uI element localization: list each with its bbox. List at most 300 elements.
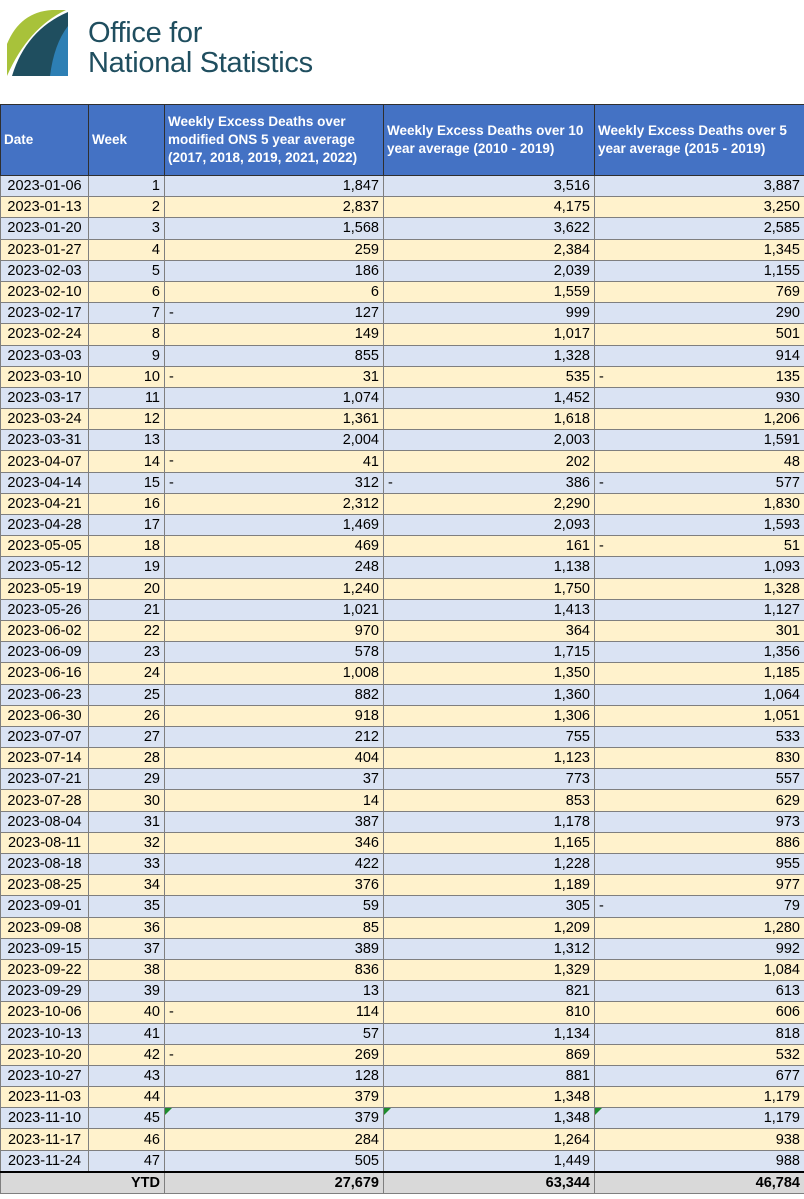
cell-value: 1,064 (763, 686, 800, 703)
cell-date: 2023-06-23 (1, 684, 89, 705)
cell-value: 755 (565, 728, 590, 745)
cell-value: 1,280 (763, 919, 800, 936)
cell-value: 3,622 (553, 220, 590, 237)
cell-value: 955 (775, 856, 800, 873)
cell-week: 45 (89, 1108, 165, 1129)
cell-date: 2023-10-06 (1, 1002, 89, 1023)
cell-date: 2023-06-16 (1, 663, 89, 684)
cell-value: 2,384 (553, 241, 590, 258)
cell-5-year (595, 620, 804, 641)
cell-value: 301 (775, 623, 800, 640)
cell-value: 114 (355, 1004, 379, 1021)
cell-value: 501 (775, 326, 800, 343)
table-row (1, 769, 804, 790)
excess-deaths-table (0, 104, 804, 1194)
cell-10-year (384, 790, 595, 811)
cell-10-year (384, 748, 595, 769)
table-row (1, 1129, 804, 1150)
negative-marker: - (388, 474, 393, 491)
cell-value: 999 (565, 305, 590, 322)
table-row (1, 896, 804, 917)
cell-week: 23 (89, 642, 165, 663)
cell-date: 2023-03-03 (1, 345, 89, 366)
cell-value: 284 (354, 1131, 379, 1148)
cell-value: 881 (565, 1067, 590, 1084)
col-header-10-year-average: Weekly Excess Deaths over 10 year average (2010 - 2019) (384, 105, 595, 176)
cell-date: 2023-06-02 (1, 620, 89, 641)
cell-modified-ons (165, 599, 384, 620)
cell-value: 505 (354, 1152, 379, 1169)
cell-value: 1,618 (553, 411, 590, 428)
cell-week: 43 (89, 1065, 165, 1086)
cell-5-year (595, 705, 804, 726)
cell-value: 1,591 (763, 432, 800, 449)
cell-modified-ons (165, 620, 384, 641)
cell-value: 1,469 (342, 517, 379, 534)
cell-week: 36 (89, 917, 165, 938)
cell-value: 4,175 (553, 199, 590, 216)
cell-value: 2,837 (342, 199, 379, 216)
cell-value: 85 (362, 919, 379, 936)
cell-modified-ons (165, 578, 384, 599)
cell-value: 533 (775, 728, 800, 745)
total-label: YTD (1, 1172, 165, 1194)
cell-value: 1,350 (553, 665, 590, 682)
cell-10-year (384, 1065, 595, 1086)
cell-week: 2 (89, 197, 165, 218)
cell-value: 1,209 (553, 919, 590, 936)
cell-date: 2023-09-29 (1, 981, 89, 1002)
cell-10-year (384, 1129, 595, 1150)
cell-5-year (595, 1150, 804, 1172)
cell-modified-ons (165, 1044, 384, 1065)
cell-value: 1,306 (553, 707, 590, 724)
cell-date: 2023-11-17 (1, 1129, 89, 1150)
cell-value: 886 (775, 834, 800, 851)
cell-5-year (595, 366, 804, 387)
cell-value: 629 (775, 792, 800, 809)
cell-week: 33 (89, 854, 165, 875)
cell-5-year (595, 1065, 804, 1086)
cell-week: 35 (89, 896, 165, 917)
cell-value: 2,039 (553, 262, 590, 279)
cell-5-year (595, 1023, 804, 1044)
cell-10-year (384, 684, 595, 705)
cell-10-year (384, 197, 595, 218)
cell-value: 1,568 (342, 220, 379, 237)
cell-10-year (384, 578, 595, 599)
cell-modified-ons (165, 832, 384, 853)
cell-value: 773 (565, 771, 590, 788)
cell-value: 1,264 (553, 1131, 590, 1148)
cell-5-year (595, 726, 804, 747)
negative-marker: - (169, 305, 174, 322)
cell-date: 2023-08-18 (1, 854, 89, 875)
table-row (1, 1150, 804, 1172)
cell-value: 2,003 (553, 432, 590, 449)
cell-value: 1,240 (342, 580, 379, 597)
cell-date: 2023-01-13 (1, 197, 89, 218)
table-row (1, 176, 804, 197)
cell-value: 1,093 (763, 559, 800, 576)
cell-10-year (384, 663, 595, 684)
cell-10-year (384, 557, 595, 578)
cell-date: 2023-09-01 (1, 896, 89, 917)
cell-modified-ons (165, 176, 384, 197)
cell-5-year (595, 472, 804, 493)
cell-5-year (595, 748, 804, 769)
cell-10-year (384, 493, 595, 514)
cell-modified-ons (165, 1065, 384, 1086)
ons-logo-icon (6, 8, 78, 80)
cell-week: 25 (89, 684, 165, 705)
table-row (1, 1087, 804, 1108)
table-row (1, 324, 804, 345)
cell-modified-ons (165, 790, 384, 811)
cell-date: 2023-07-28 (1, 790, 89, 811)
cell-value: 1,348 (553, 1089, 590, 1106)
cell-value: 1,328 (763, 580, 800, 597)
cell-10-year (384, 451, 595, 472)
cell-week: 16 (89, 493, 165, 514)
cell-week: 46 (89, 1129, 165, 1150)
cell-value: 1,356 (763, 644, 800, 661)
cell-value: 557 (775, 771, 800, 788)
cell-10-year (384, 260, 595, 281)
cell-modified-ons (165, 493, 384, 514)
cell-modified-ons (165, 1087, 384, 1108)
cell-5-year (595, 684, 804, 705)
cell-value: 1,361 (342, 411, 379, 428)
table-row (1, 642, 804, 663)
negative-marker: - (599, 368, 604, 385)
cell-modified-ons (165, 1002, 384, 1023)
col-header-modified-ons-average: Weekly Excess Deaths over modified ONS 5 year average (2017, 2018, 2019, 2021, 2022) (165, 105, 384, 176)
cell-modified-ons (165, 451, 384, 472)
table-row (1, 536, 804, 557)
cell-value: 532 (775, 1046, 800, 1063)
cell-value: 1,559 (553, 284, 590, 301)
ons-logo (6, 8, 326, 80)
cell-date: 2023-07-21 (1, 769, 89, 790)
table-row (1, 620, 804, 641)
cell-5-year (595, 1108, 804, 1129)
total-5-year: 46,784 (595, 1172, 804, 1194)
cell-10-year (384, 896, 595, 917)
cell-date: 2023-02-10 (1, 281, 89, 302)
cell-value: 57 (362, 1025, 379, 1042)
cell-modified-ons (165, 769, 384, 790)
cell-date: 2023-11-03 (1, 1087, 89, 1108)
cell-value: 810 (565, 1004, 590, 1021)
cell-value: 3,250 (763, 199, 800, 216)
cell-week: 18 (89, 536, 165, 557)
cell-week: 7 (89, 303, 165, 324)
cell-value: 977 (775, 877, 800, 894)
cell-value: 469 (354, 538, 379, 555)
cell-date: 2023-10-27 (1, 1065, 89, 1086)
cell-value: 79 (783, 898, 800, 915)
cell-value: 290 (775, 305, 800, 322)
cell-5-year (595, 642, 804, 663)
cell-5-year (595, 663, 804, 684)
cell-10-year (384, 1108, 595, 1129)
cell-modified-ons (165, 811, 384, 832)
col-header-week: Week (89, 105, 165, 176)
table-row (1, 1044, 804, 1065)
cell-value: 379 (354, 1110, 379, 1127)
cell-value: 1,051 (763, 707, 800, 724)
cell-date: 2023-08-25 (1, 875, 89, 896)
cell-value: 1,452 (553, 389, 590, 406)
cell-value: 1,178 (553, 813, 590, 830)
cell-value: 161 (565, 538, 590, 555)
cell-value: 346 (354, 834, 379, 851)
cell-value: 970 (354, 623, 379, 640)
cell-value: 2,004 (342, 432, 379, 449)
table-row (1, 748, 804, 769)
table-row (1, 493, 804, 514)
cell-5-year (595, 409, 804, 430)
cell-date: 2023-08-04 (1, 811, 89, 832)
cell-10-year (384, 472, 595, 493)
cell-week: 29 (89, 769, 165, 790)
cell-week: 5 (89, 260, 165, 281)
cell-date: 2023-08-11 (1, 832, 89, 853)
table-row (1, 917, 804, 938)
total-modified-ons: 27,679 (165, 1172, 384, 1194)
table-row (1, 1023, 804, 1044)
cell-value: 386 (565, 474, 590, 491)
cell-value: 577 (775, 474, 800, 491)
cell-value: 135 (775, 368, 800, 385)
cell-date: 2023-10-13 (1, 1023, 89, 1044)
cell-modified-ons (165, 281, 384, 302)
cell-date: 2023-05-05 (1, 536, 89, 557)
cell-modified-ons (165, 896, 384, 917)
cell-modified-ons (165, 366, 384, 387)
cell-5-year (595, 430, 804, 451)
cell-10-year (384, 917, 595, 938)
cell-week: 28 (89, 748, 165, 769)
table-row (1, 1108, 804, 1129)
cell-5-year (595, 938, 804, 959)
col-header-date: Date (1, 105, 89, 176)
cell-value: 606 (775, 1004, 800, 1021)
cell-5-year (595, 1129, 804, 1150)
cell-date: 2023-02-03 (1, 260, 89, 281)
cell-value: 212 (354, 728, 379, 745)
cell-10-year (384, 345, 595, 366)
table-row (1, 1065, 804, 1086)
table-body (1, 176, 804, 1172)
cell-week: 34 (89, 875, 165, 896)
cell-value: 364 (565, 623, 590, 640)
cell-value: 1,847 (342, 178, 379, 195)
cell-5-year (595, 197, 804, 218)
cell-week: 15 (89, 472, 165, 493)
cell-date: 2023-06-30 (1, 705, 89, 726)
cell-value: 1,134 (553, 1025, 590, 1042)
cell-value: 973 (775, 813, 800, 830)
cell-value: 1,127 (763, 601, 800, 618)
cell-week: 8 (89, 324, 165, 345)
cell-modified-ons (165, 854, 384, 875)
cell-5-year (595, 557, 804, 578)
cell-5-year (595, 493, 804, 514)
cell-5-year (595, 515, 804, 536)
cell-value: 853 (565, 792, 590, 809)
cell-5-year (595, 218, 804, 239)
cell-value: 830 (775, 750, 800, 767)
cell-value: 1,329 (553, 962, 590, 979)
cell-value: 404 (354, 750, 379, 767)
cell-modified-ons (165, 536, 384, 557)
cell-value: 1,593 (763, 517, 800, 534)
cell-date: 2023-03-31 (1, 430, 89, 451)
cell-10-year (384, 981, 595, 1002)
cell-5-year (595, 578, 804, 599)
cell-10-year (384, 515, 595, 536)
cell-5-year (595, 769, 804, 790)
cell-week: 27 (89, 726, 165, 747)
table-row (1, 1002, 804, 1023)
cell-10-year (384, 430, 595, 451)
cell-value: 1,360 (553, 686, 590, 703)
cell-modified-ons (165, 705, 384, 726)
table-row (1, 938, 804, 959)
cell-10-year (384, 409, 595, 430)
cell-value: 1,312 (553, 940, 590, 957)
cell-value: 2,585 (763, 220, 800, 237)
cell-note-indicator (384, 1108, 391, 1115)
cell-date: 2023-04-28 (1, 515, 89, 536)
cell-10-year (384, 1023, 595, 1044)
cell-value: 1,830 (763, 495, 800, 512)
cell-date: 2023-01-27 (1, 239, 89, 260)
cell-value: 128 (354, 1067, 379, 1084)
cell-value: 3,887 (763, 178, 800, 195)
total-row (1, 1172, 804, 1194)
cell-5-year (595, 239, 804, 260)
table-row (1, 726, 804, 747)
cell-value: 376 (354, 877, 379, 894)
negative-marker: - (169, 368, 174, 385)
negative-marker: - (169, 453, 174, 470)
table-row (1, 260, 804, 281)
cell-week: 4 (89, 239, 165, 260)
cell-10-year (384, 811, 595, 832)
cell-5-year (595, 451, 804, 472)
cell-week: 17 (89, 515, 165, 536)
cell-10-year (384, 536, 595, 557)
cell-10-year (384, 1002, 595, 1023)
cell-5-year (595, 1044, 804, 1065)
cell-value: 13 (362, 983, 379, 1000)
cell-modified-ons (165, 642, 384, 663)
table-row (1, 705, 804, 726)
cell-5-year (595, 790, 804, 811)
cell-week: 39 (89, 981, 165, 1002)
cell-10-year (384, 387, 595, 408)
cell-value: 1,715 (553, 644, 590, 661)
cell-5-year (595, 176, 804, 197)
table-row (1, 599, 804, 620)
cell-week: 37 (89, 938, 165, 959)
cell-value: 988 (775, 1152, 800, 1169)
cell-5-year (595, 260, 804, 281)
table-row (1, 790, 804, 811)
cell-date: 2023-09-15 (1, 938, 89, 959)
cell-modified-ons (165, 663, 384, 684)
table-row (1, 451, 804, 472)
table-row (1, 303, 804, 324)
cell-value: 31 (362, 368, 379, 385)
cell-week: 42 (89, 1044, 165, 1065)
cell-date: 2023-11-24 (1, 1150, 89, 1172)
negative-marker: - (599, 474, 604, 491)
cell-value: 259 (354, 241, 379, 258)
cell-date: 2023-03-10 (1, 366, 89, 387)
cell-date: 2023-05-26 (1, 599, 89, 620)
negative-marker: - (169, 1004, 174, 1021)
cell-note-indicator (165, 1108, 172, 1115)
cell-week: 24 (89, 663, 165, 684)
cell-modified-ons (165, 239, 384, 260)
table-row (1, 515, 804, 536)
cell-value: 677 (775, 1067, 800, 1084)
table-row (1, 663, 804, 684)
cell-date: 2023-05-19 (1, 578, 89, 599)
cell-value: 312 (354, 474, 379, 491)
cell-value: 51 (783, 538, 800, 555)
cell-modified-ons (165, 409, 384, 430)
cell-value: 41 (362, 453, 379, 470)
cell-modified-ons (165, 875, 384, 896)
cell-date: 2023-04-07 (1, 451, 89, 472)
cell-date: 2023-10-20 (1, 1044, 89, 1065)
cell-value: 1,155 (763, 262, 800, 279)
cell-value: 836 (354, 962, 379, 979)
cell-10-year (384, 769, 595, 790)
cell-10-year (384, 1150, 595, 1172)
cell-date: 2023-09-08 (1, 917, 89, 938)
cell-value: 914 (775, 347, 800, 364)
cell-10-year (384, 218, 595, 239)
table-row (1, 409, 804, 430)
cell-value: 387 (354, 813, 379, 830)
cell-value: 305 (565, 898, 590, 915)
cell-value: 1,348 (553, 1110, 590, 1127)
cell-10-year (384, 176, 595, 197)
cell-week: 47 (89, 1150, 165, 1172)
cell-value: 1,449 (553, 1152, 590, 1169)
cell-modified-ons (165, 1023, 384, 1044)
table-row (1, 832, 804, 853)
cell-modified-ons (165, 1150, 384, 1172)
cell-5-year (595, 854, 804, 875)
cell-value: 1,413 (553, 601, 590, 618)
table-row (1, 684, 804, 705)
cell-value: 37 (362, 771, 379, 788)
cell-week: 11 (89, 387, 165, 408)
cell-value: 1,179 (763, 1110, 800, 1127)
cell-modified-ons (165, 1129, 384, 1150)
cell-modified-ons (165, 726, 384, 747)
cell-week: 6 (89, 281, 165, 302)
cell-date: 2023-01-20 (1, 218, 89, 239)
cell-week: 38 (89, 959, 165, 980)
